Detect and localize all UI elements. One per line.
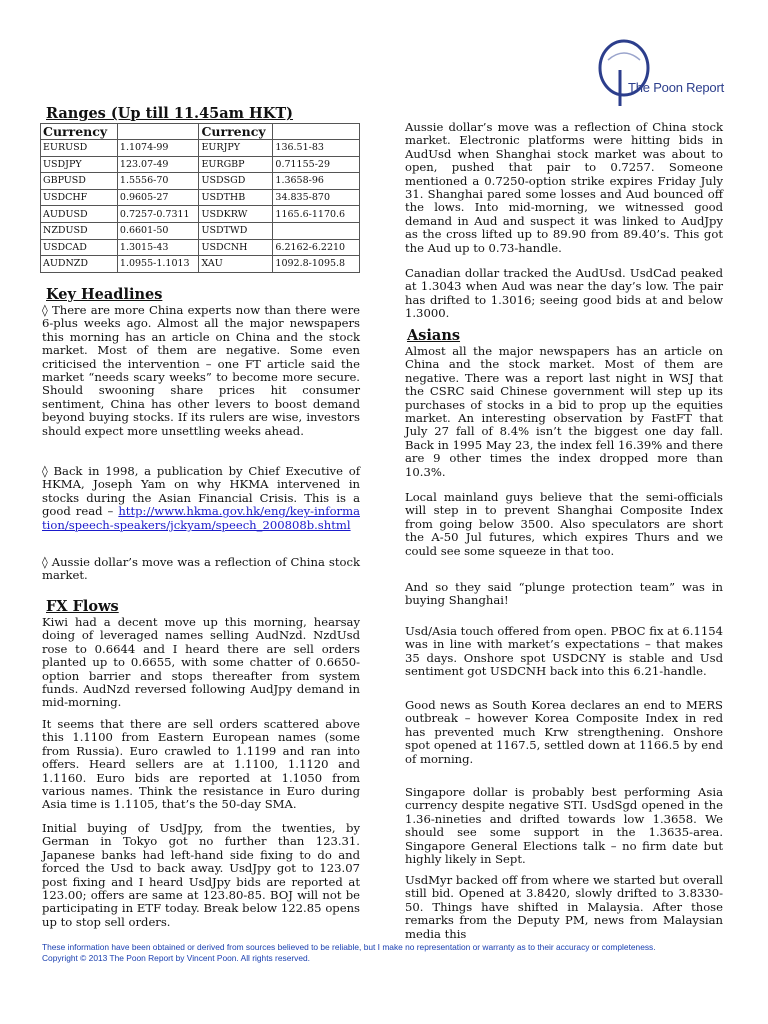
table-row bbox=[41, 189, 360, 206]
currency-cell: USDCAD bbox=[41, 239, 118, 256]
range-cell: 6.2162-6.2210 bbox=[273, 239, 360, 256]
range-cell: 1.0955-1.1013 bbox=[117, 256, 199, 273]
currency-cell: USDTHB bbox=[199, 189, 273, 206]
currency-cell: USDSGD bbox=[199, 173, 273, 190]
range-cell: 136.51-83 bbox=[273, 140, 360, 157]
currency-cell: EURGBP bbox=[199, 156, 273, 173]
table-row bbox=[41, 206, 360, 223]
table-row bbox=[41, 140, 360, 157]
currency-cell: USDCNH bbox=[199, 239, 273, 256]
asians-heading: Asians bbox=[407, 327, 461, 344]
key-headlines-heading: Key Headlines bbox=[46, 286, 163, 303]
currency-cell: NZDUSD bbox=[41, 222, 118, 239]
ranges-title: Ranges (Up till 11.45am HKT) bbox=[46, 105, 294, 122]
range-cell: 1.5556-70 bbox=[117, 173, 199, 190]
ranges-header-row bbox=[41, 124, 360, 140]
currency-cell: XAU bbox=[199, 256, 273, 273]
range-cell: 1092.8-1095.8 bbox=[273, 256, 360, 273]
currency-cell: USDCHF bbox=[41, 189, 118, 206]
range-cell: 123.07-49 bbox=[117, 156, 199, 173]
currency-cell: EURUSD bbox=[41, 140, 118, 157]
range-cell: 0.9605-27 bbox=[117, 189, 199, 206]
fx-flows-paragraph: Kiwi had a decent move up this morning, hearsay doing of leveraged names selling AudNzd. NzdUsd rose to 0.6644 and I heard there are sell orders planted up to 0.6655, with some chatter of 0.6650-option barrier and stops thereafter from system funds. AudNzd reversed following AudJpy demand in mid-morning. bbox=[42, 615, 360, 710]
disclaimer: These information have been obtained or derived from sources believed to be reliable, but I make no representation or warranty as to their accuracy or completeness. bbox=[42, 942, 656, 952]
key-headlines-paragraph bbox=[42, 465, 360, 532]
currency-cell: AUDUSD bbox=[41, 206, 118, 223]
fx-flows-paragraph: Initial buying of UsdJpy, from the twenties, by German in Tokyo got no further than 123.31. Japanese banks had left-hand side fixing to do and forced the Usd to back away. UsdJpy got to 123.07 post fixing and I heard UsdJpy bids are reported at 123.00; offers are same at 123.80-85. BOJ will not be participating in ETF today. Break below 122.85 opens up to stop sell orders. bbox=[42, 821, 360, 929]
fx-flows-heading: FX Flows bbox=[46, 598, 119, 615]
currency-cell: EURJPY bbox=[199, 140, 273, 157]
copyright: Copyright © 2013 The Poon Report by Vincent Poon. All rights reserved. bbox=[42, 953, 310, 963]
range-cell: 34.835-870 bbox=[273, 189, 360, 206]
range-cell: 1.1074-99 bbox=[117, 140, 199, 157]
range-header bbox=[273, 124, 360, 140]
table-row bbox=[41, 173, 360, 190]
asians-paragraph: Almost all the major newspapers has an article on China and the stock market. Most of them are negative. There was a report last night in WSJ that the CSRC said Chinese government will step up its purchases of stocks in a bid to prop up the equities market. An interesting observation by FastFT that July 27 fall of 8.4% isn’t the biggest one day fall. Back in 1995 May 23, the index fell 16.39% and there are 9 other times the index dropped more than 10.3%. bbox=[405, 344, 723, 479]
currency-cell: USDKRW bbox=[199, 206, 273, 223]
table-row bbox=[41, 222, 360, 239]
range-cell: 0.71155-29 bbox=[273, 156, 360, 173]
asians-paragraph: Usd/Asia touch offered from open. PBOC fix at 6.1154 was in line with market’s expectations – that makes 35 days. Onshore spot USDCNY is stable and Usd sentiment got USDCNH back into this 6.21-handle. bbox=[405, 624, 723, 679]
table-row bbox=[41, 156, 360, 173]
range-cell: 0.7257-0.7311 bbox=[117, 206, 199, 223]
table-row bbox=[41, 256, 360, 273]
currency-cell: AUDNZD bbox=[41, 256, 118, 273]
key-headlines-paragraph: ◊ Aussie dollar’s move was a reflection of China stock market. bbox=[42, 555, 360, 583]
asians-paragraph: Local mainland guys believe that the semi-officials will step in to prevent Shanghai Composite Index from going below 3500. Also speculators are short the A-50 Jul futures, which expires Thurs and we could see some squeeze in that too. bbox=[405, 490, 723, 558]
fx-flows-paragraph: It seems that there are sell orders scattered above this 1.1100 from Eastern European names (some from Russia). Euro crawled to 1.1199 and ran into offers. Heard sellers are at 1.1100, 1.1120 and 1.1160. Euro bids are reported at 1.1050 from various names. Think the resistance in Euro during Asia time is 1.1105, that’s the 50-day SMA. bbox=[42, 717, 360, 812]
range-header bbox=[117, 124, 199, 140]
poon-report-logo bbox=[590, 38, 768, 108]
currency-header: Currency bbox=[199, 124, 273, 140]
aud-paragraph: Aussie dollar’s move was a reflection of China stock market. Electronic platforms were hitting bids in AudUsd when Shanghai stock market was about to open, pushed that pair to 0.7257. Someone mentioned a 0.7250-option strike expires Friday July 31. Shanghai pared some losses and Aud bounced off the lows. Into mid-morning, we witnessed good demand in Aud and suspect it was linked to AudJpy as the cross lifted up to 89.90 from 89.40’s. This got the Aud up to 0.73-handle. bbox=[405, 120, 723, 255]
asians-paragraph: Singapore dollar is probably best performing Asia currency despite negative STI. UsdSgd opened in the 1.36-nineties and drifted towards low 1.3658. We should see some support in the 1.3635-area. Singapore General Elections talk – no firm date but highly likely in Sept. bbox=[405, 785, 723, 867]
asians-paragraph: UsdMyr backed off from where we started but overall still bid. Opened at 3.8420, slowly drifted to 3.8330-50. Things have shifted in Malaysia. After those remarks from the Deputy PM, news from Malaysian media this bbox=[405, 873, 723, 941]
footer bbox=[42, 942, 656, 964]
range-cell: 1.3658-96 bbox=[273, 173, 360, 190]
range-cell bbox=[273, 222, 360, 239]
table-row bbox=[41, 239, 360, 256]
asians-paragraph: And so they said “plunge protection team” was in buying Shanghai! bbox=[405, 580, 723, 608]
paragraph-text: ◊ Back in 1998, a publication by Chief Executive of HKMA, Joseph Yam on why HKMA intervened in stocks during the Asian Financial Crisis. This is a good read – bbox=[42, 464, 360, 519]
currency-cell: USDTWD bbox=[199, 222, 273, 239]
currency-cell: GBPUSD bbox=[41, 173, 118, 190]
asians-paragraph: Good news as South Korea declares an end to MERS outbreak – however Korea Composite Index in red has prevented much Krw strengthening. Onshore spot opened at 1167.5, settled down at 1166.5 by end of morning. bbox=[405, 698, 723, 766]
ranges-table bbox=[40, 123, 360, 273]
cad-paragraph: Canadian dollar tracked the AudUsd. UsdCad peaked at 1.3043 when Aud was near the day’s low. The pair has drifted to 1.3016; seeing good bids at and below 1.3000. bbox=[405, 266, 723, 321]
range-cell: 0.6601-50 bbox=[117, 222, 199, 239]
range-cell: 1.3015-43 bbox=[117, 239, 199, 256]
logo-text: The Poon Report bbox=[628, 80, 725, 95]
key-headlines-paragraph: ◊ There are more China experts now than there were 6-plus weeks ago. Almost all the major newspapers this morning has an article on China and the stock market. Most of them are negative. Some even criticised the intervention – one FT article said the market “needs scary weeks” to become more secure. Should swooning share prices hit consumer sentiment, China has other levers to boost demand beyond buying stocks. If its rulers are wise, investors should expect more unsettling weeks ahead. bbox=[42, 303, 360, 438]
range-cell: 1165.6-1170.6 bbox=[273, 206, 360, 223]
currency-header: Currency bbox=[41, 124, 118, 140]
hkma-speech-link[interactable]: http://www.hkma.gov.hk/eng/key-information/speech-speakers/jckyam/speech_200808b.shtml bbox=[42, 504, 360, 532]
currency-cell: USDJPY bbox=[41, 156, 118, 173]
